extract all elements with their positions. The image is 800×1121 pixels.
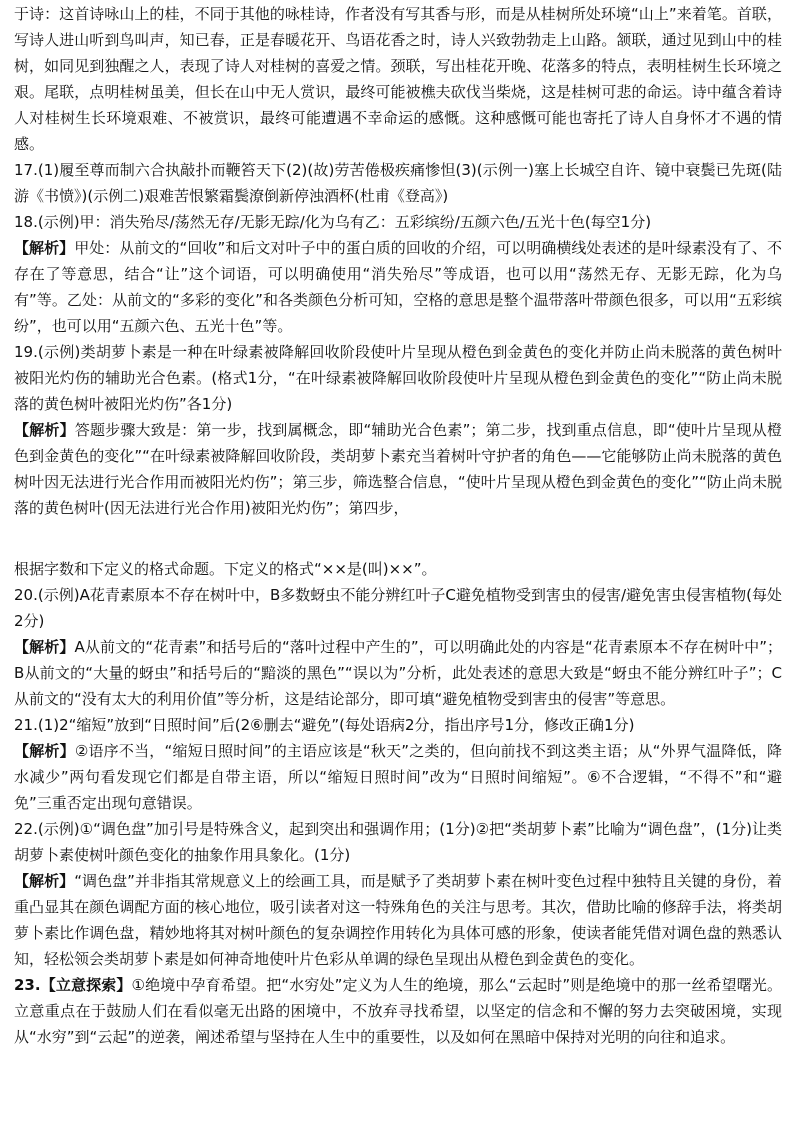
answer-block-top xyxy=(14,1,782,521)
answer-paragraph xyxy=(14,972,782,1050)
section-tag: 【解析】 xyxy=(14,742,75,760)
paragraph-text: ①绝境中孕育希望。把“水穷处”定义为人生的绝境，那么“云起时”则是绝境中的那一丝希望曙光。立意重点在于鼓励人们在看似毫无出路的困境中，不放弃寻找希望，以坚定的信念和不懈的努力去突破困境，实现从“水穷”到“云起”的逆袭，阐述希望与坚持在人生中的重要性，以及如何在黑暗中保持对光明的向往和追求。 xyxy=(14,976,782,1046)
answer-paragraph xyxy=(14,556,782,582)
paragraph-text: 18.(示例)甲：消失殆尽/荡然无存/无影无踪/化为乌有乙：五彩缤纷/五颜六色/五光十色(每空1分) xyxy=(14,213,652,231)
answer-paragraph xyxy=(14,157,782,209)
answer-paragraph xyxy=(14,1,782,157)
paragraph-text: A从前文的“花青素”和括号后的“落叶过程中产生的”，可以明确此处的内容是“花青素原本不存在树叶中”；B从前文的“大量的蚜虫”和括号后的“黯淡的黑色”“误以为”分析，此处表述的意思大致是“蚜虫不能分辨红叶子”；C从前文的“没有太大的利用价值”等分析，这是结论部分，即可填“避免植物受到害虫的侵害”等意思。 xyxy=(14,638,782,708)
answer-paragraph xyxy=(14,868,782,972)
paragraph-text: 19.(示例)类胡萝卜素是一种在叶绿素被降解回收阶段使叶片呈现从橙色到金黄色的变化并防止尚未脱落的黄色树叶被阳光灼伤的辅助光合色素。(格式1分，“在叶绿素被降解回收阶段使叶片呈现从橙色到金黄色的变化”“防止尚未脱落的黄色树叶被阳光灼伤”各1分) xyxy=(14,343,782,413)
section-tag: 【解析】 xyxy=(14,421,75,439)
paragraph-text: 根据字数和下定义的格式命题。下定义的格式“××是(叫)××”。 xyxy=(14,560,437,578)
answer-paragraph xyxy=(14,235,782,339)
paragraph-text: 答题步骤大致是：第一步，找到属概念，即“辅助光合色素”；第二步，找到重点信息，即“使叶片呈现从橙色到金黄色的变化”“在叶绿素被降解回收阶段，类胡萝卜素充当着树叶守护者的角色——它能够防止尚未脱落的黄色树叶因无法进行光合作用而被阳光灼伤”；第三步，筛选整合信息，“使叶片呈现从橙色到金黄色的变化”“防止尚未脱落的黄色树叶(因无法进行光合作用)被阳光灼伤”；第四步， xyxy=(14,421,782,517)
section-tag: 【解析】 xyxy=(14,872,75,890)
answer-paragraph xyxy=(14,209,782,235)
answer-paragraph xyxy=(14,816,782,868)
answer-paragraph xyxy=(14,417,782,521)
paragraph-text: 20.(示例)A花青素原本不存在树叶中，B多数蚜虫不能分辨红叶子C避免植物受到害虫的侵害/避免害虫侵害植物(每处2分) xyxy=(14,586,782,630)
paragraph-text: 22.(示例)①“调色盘”加引号是特殊含义，起到突出和强调作用；(1分)②把“类胡萝卜素”比喻为“调色盘”，(1分)让类胡萝卜素使树叶颜色变化的抽象作用具象化。(1分) xyxy=(14,820,782,864)
paragraph-text: “调色盘”并非指其常规意义上的绘画工具，而是赋予了类胡萝卜素在树叶变色过程中独特且关键的身份，着重凸显其在颜色调配方面的核心地位，吸引读者对这一特殊角色的关注与思考。其次，借助比喻的修辞手法，将类胡萝卜素比作调色盘，精妙地将其对树叶颜色的复杂调控作用转化为具体可感的形象，使读者能凭借对调色盘的熟悉认知，轻松领会类胡萝卜素是如何神奇地使叶片色彩从单调的绿色呈现出从橙色到金黄色的变化。 xyxy=(14,872,782,968)
paragraph-text: 17.(1)履至尊而制六合执敲扑而鞭笞天下(2)(故)劳苦倦极疾痛惨怛(3)(示例一)塞上长城空自许、镜中衰鬓已先斑(陆游《书愤》)(示例二)艰难苦恨繁霜鬓潦倒新停浊酒杯(杜甫《登高》) xyxy=(14,161,782,205)
paragraph-text: 21.(1)2“缩短”放到“日照时间”后(2⑥删去“避免”(每处语病2分，指出序号1分，修改正确1分) xyxy=(14,716,635,734)
paragraph-text: 甲处：从前文的“回收”和后文对叶子中的蛋白质的回收的介绍，可以明确横线处表述的是叶绿素没有了、不存在了等意思，结合“让”这个词语，可以明确使用“消失殆尽”等成语，也可以用“荡然无存、无影无踪，化为乌有”等。乙处：从前文的“多彩的变化”和各类颜色分析可知，空格的意思是整个温带落叶带颜色很多，可以用“五彩缤纷”，也可以用“五颜六色、五光十色”等。 xyxy=(14,239,782,335)
answer-block-bottom xyxy=(14,556,782,1050)
answer-paragraph xyxy=(14,712,782,738)
paragraph-text: ②语序不当，“缩短日照时间”的主语应该是“秋天”之类的，但向前找不到这类主语；从“外界气温降低，降水减少”两句看发现它们都是自带主语，所以“缩短日照时间”改为“日照时间缩短”。⑥不合逻辑，“不得不”和“避免”三重否定出现句意错误。 xyxy=(14,742,782,812)
answer-paragraph xyxy=(14,582,782,634)
section-tag: 【解析】 xyxy=(14,239,75,257)
answer-paragraph xyxy=(14,634,782,712)
answer-paragraph xyxy=(14,738,782,816)
section-tag: 【解析】 xyxy=(14,638,75,656)
answer-paragraph xyxy=(14,339,782,417)
paragraph-text: 于诗：这首诗咏山上的桂，不同于其他的咏桂诗，作者没有写其香与形，而是从桂树所处环境“山上”来着笔。首联，写诗人进山听到鸟叫声，知已春，正是春暖花开、鸟语花香之时，诗人兴致勃勃走上山路。颔联，通过见到山中的桂树，如同见到独醒之人，表现了诗人对桂树的喜爱之情。颈联，写出桂花开晚、花落多的特点，表明桂树生长环境之艰。尾联，点明桂树虽美，但长在山中无人赏识，最终可能被樵夫砍伐当柴烧，这是桂树可悲的命运。诗中蕴含着诗人对桂树生长环境艰难、不被赏识，最终可能遭遇不幸命运的感慨。这种感慨可能也寄托了诗人自身怀才不遇的情感。 xyxy=(14,5,782,153)
section-tag: 23.【立意探索】 xyxy=(14,976,132,994)
